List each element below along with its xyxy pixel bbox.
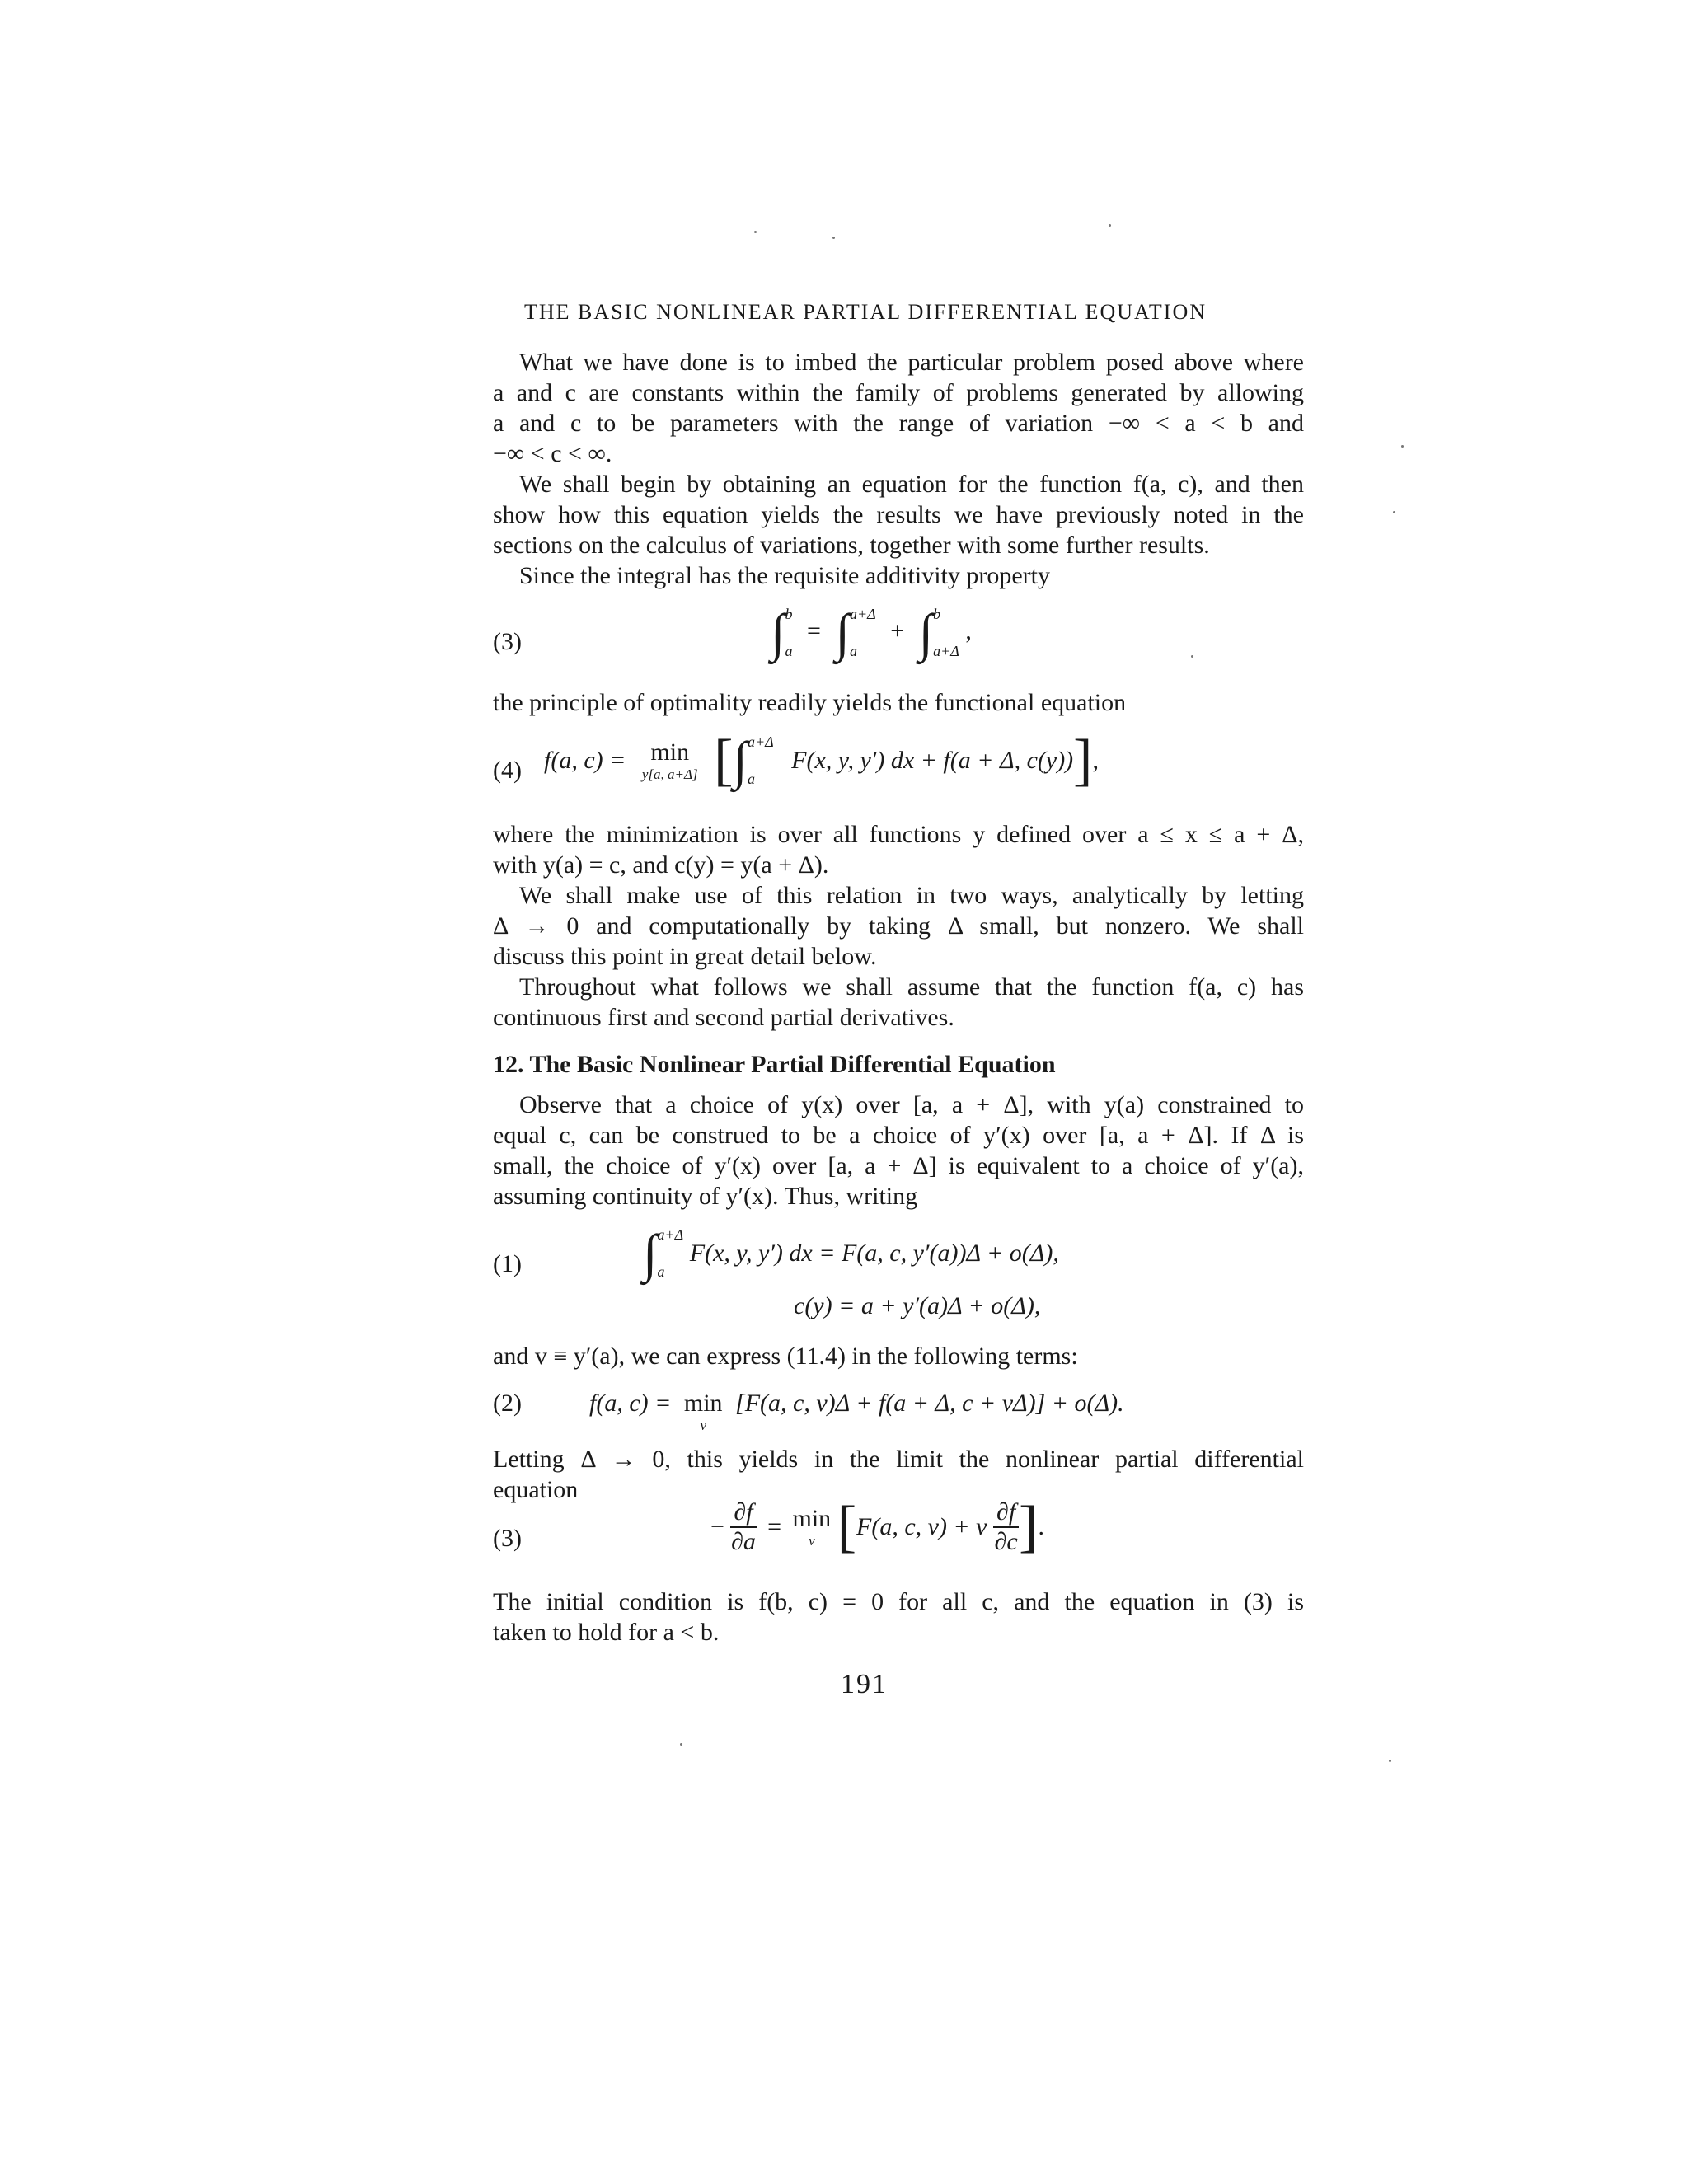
- equals-sign: =: [767, 1513, 782, 1540]
- comma: ,: [1092, 747, 1099, 774]
- text-line: −∞ < c < ∞.: [493, 440, 612, 467]
- min-subscript: v: [700, 1418, 706, 1433]
- fraction-denominator: ∂a: [731, 1528, 756, 1555]
- plus-sign: +: [890, 616, 905, 644]
- paragraph-minimization: [493, 819, 1304, 880]
- equation-approximation: [643, 1226, 1059, 1281]
- upper-limit: a+Δ: [657, 1226, 684, 1243]
- equation-number: (3): [493, 1525, 522, 1552]
- fraction-denominator: ∂c: [994, 1528, 1018, 1555]
- text-line: sections on the calculus of variations, together with some further results.: [493, 532, 1210, 559]
- text-line: the principle of optimality readily yields the functional equation: [493, 689, 1127, 716]
- equation-body: F(x, y, y′) dx + f(a + Δ, c(y)): [791, 747, 1074, 774]
- min-subscript: y[a, a+Δ]: [641, 766, 698, 782]
- scan-speck: [832, 237, 835, 239]
- equation-lhs: f(a, c) =: [544, 747, 626, 774]
- equation-pde: [710, 1495, 1044, 1558]
- text-line: assuming continuity of y′(x). Thus, writing: [493, 1183, 918, 1210]
- text-line: a and c are constants within the family of problems generated by allowing: [493, 379, 1304, 406]
- period: .: [1038, 1513, 1044, 1540]
- text-line: taken to hold for a < b.: [493, 1619, 720, 1646]
- scan-speck: [1109, 224, 1111, 227]
- lower-limit: a+Δ: [933, 643, 959, 659]
- text-line: Throughout what follows we shall assume that the function f(a, c) has: [519, 973, 1304, 1001]
- equals-sign: =: [807, 616, 821, 644]
- min-operator: min: [792, 1505, 832, 1532]
- integral-sign: ∫: [918, 603, 934, 662]
- partial-fraction-c: [993, 1498, 1019, 1556]
- paragraph-additivity: [493, 560, 1304, 591]
- section-heading: 12. The Basic Nonlinear Partial Differential Equation: [493, 1051, 1056, 1078]
- paragraph-limit: [493, 1444, 1304, 1505]
- text-line: We shall begin by obtaining an equation for the function f(a, c), and then: [519, 471, 1304, 498]
- equation-body: F(a, c, v) + v: [856, 1513, 987, 1540]
- text-line: small, the choice of y′(x) over [a, a + Δ] is equivalent to a choice of y′(a),: [493, 1152, 1304, 1179]
- text-line: Letting Δ → 0, this yields in the limit the nonlinear partial differential: [493, 1446, 1304, 1473]
- lower-limit: a: [747, 771, 755, 787]
- paragraph-initial-condition: [493, 1586, 1304, 1647]
- fraction-numerator: ∂f: [993, 1498, 1019, 1528]
- paragraph-observe: [493, 1090, 1304, 1212]
- running-header: THE BASIC NONLINEAR PARTIAL DIFFERENTIAL EQUATION: [523, 300, 1207, 324]
- text-line: We shall make use of this relation in two ways, analytically by letting: [519, 882, 1304, 909]
- text-line: Δ → 0 and computationally by taking Δ small, but nonzero. We shall: [493, 912, 1304, 940]
- upper-limit: b: [785, 606, 793, 622]
- paragraph-two-ways: [493, 880, 1304, 972]
- lower-limit: a: [849, 643, 857, 659]
- integral-sign: ∫: [771, 603, 785, 662]
- paragraph-express: [493, 1341, 1304, 1371]
- right-bracket: ]: [1073, 729, 1093, 792]
- scan-speck: [1393, 511, 1395, 513]
- text-line: What we have done is to imbed the particular problem posed above where: [519, 349, 1304, 376]
- minus-sign: −: [710, 1513, 724, 1540]
- equation-body: [F(a, c, v)Δ + f(a + Δ, c + vΔ)] + o(Δ).: [735, 1390, 1124, 1417]
- paragraph-assumption: [493, 972, 1304, 1033]
- text-line: The initial condition is f(b, c) = 0 for all c, and the equation in (3) is: [493, 1588, 1304, 1615]
- upper-limit: b: [933, 606, 941, 622]
- text-line: where the minimization is over all functions y defined over a ≤ x ≤ a + Δ,: [493, 821, 1304, 848]
- paragraph-approach: [493, 469, 1304, 560]
- equation-line-2: c(y) = a + y′(a)Δ + o(Δ),: [794, 1292, 1041, 1319]
- scan-speck: [680, 1743, 682, 1746]
- integral-sign: ∫: [733, 731, 748, 790]
- equation-number: (4): [493, 757, 522, 784]
- scan-speck: [1191, 655, 1193, 658]
- text-line: with y(a) = c, and c(y) = y(a + Δ).: [493, 851, 829, 879]
- equation-lhs: f(a, c) =: [589, 1390, 672, 1417]
- text-line: Since the integral has the requisite additivity property: [519, 562, 1050, 589]
- min-operator: min: [650, 738, 690, 766]
- upper-limit: a+Δ: [849, 606, 876, 622]
- comma: ,: [965, 616, 972, 644]
- right-bracket: ]: [1019, 1495, 1039, 1558]
- upper-limit: a+Δ: [747, 733, 774, 750]
- scan-speck: [1401, 445, 1404, 448]
- integral-sign: ∫: [643, 1224, 658, 1282]
- paragraph-embedding: [493, 347, 1304, 469]
- text-line: continuous first and second partial derivatives.: [493, 1004, 954, 1031]
- text-line: Observe that a choice of y(x) over [a, a + Δ], with y(a) constrained to: [519, 1091, 1304, 1118]
- lower-limit: a: [785, 643, 793, 659]
- fraction-numerator: ∂f: [730, 1498, 756, 1528]
- equation-additivity: [771, 603, 972, 662]
- equation-number: (3): [493, 628, 522, 655]
- page-number: 191: [841, 1669, 888, 1699]
- equation-number: (1): [493, 1250, 522, 1277]
- integral-sign: ∫: [835, 603, 850, 662]
- equation-recurrence: [589, 1390, 1124, 1434]
- paragraph-principle: [493, 687, 1304, 718]
- min-subscript: v: [809, 1533, 815, 1549]
- text-line: show how this equation yields the results we have previously noted in the: [493, 501, 1304, 528]
- scan-speck: [754, 231, 757, 233]
- text-line: equation: [493, 1476, 579, 1503]
- equation-number: (2): [493, 1390, 522, 1417]
- lower-limit: a: [657, 1263, 665, 1280]
- left-bracket: [: [714, 729, 734, 792]
- text-line: and v ≡ y′(a), we can express (11.4) in the following terms:: [493, 1343, 1078, 1370]
- partial-fraction-a: [730, 1498, 756, 1556]
- text-line: discuss this point in great detail below.: [493, 943, 877, 970]
- min-operator: min: [683, 1390, 723, 1417]
- equation-functional: [544, 729, 1099, 792]
- text-line: a and c to be parameters with the range of variation −∞ < a < b and: [493, 410, 1304, 437]
- equation-line-1: F(x, y, y′) dx = F(a, c, y′(a))Δ + o(Δ),: [689, 1240, 1059, 1267]
- left-bracket: [: [837, 1495, 856, 1558]
- text-line: equal c, can be construed to be a choice of y′(x) over [a, a + Δ]. If Δ is: [493, 1122, 1304, 1149]
- scan-speck: [1389, 1760, 1391, 1762]
